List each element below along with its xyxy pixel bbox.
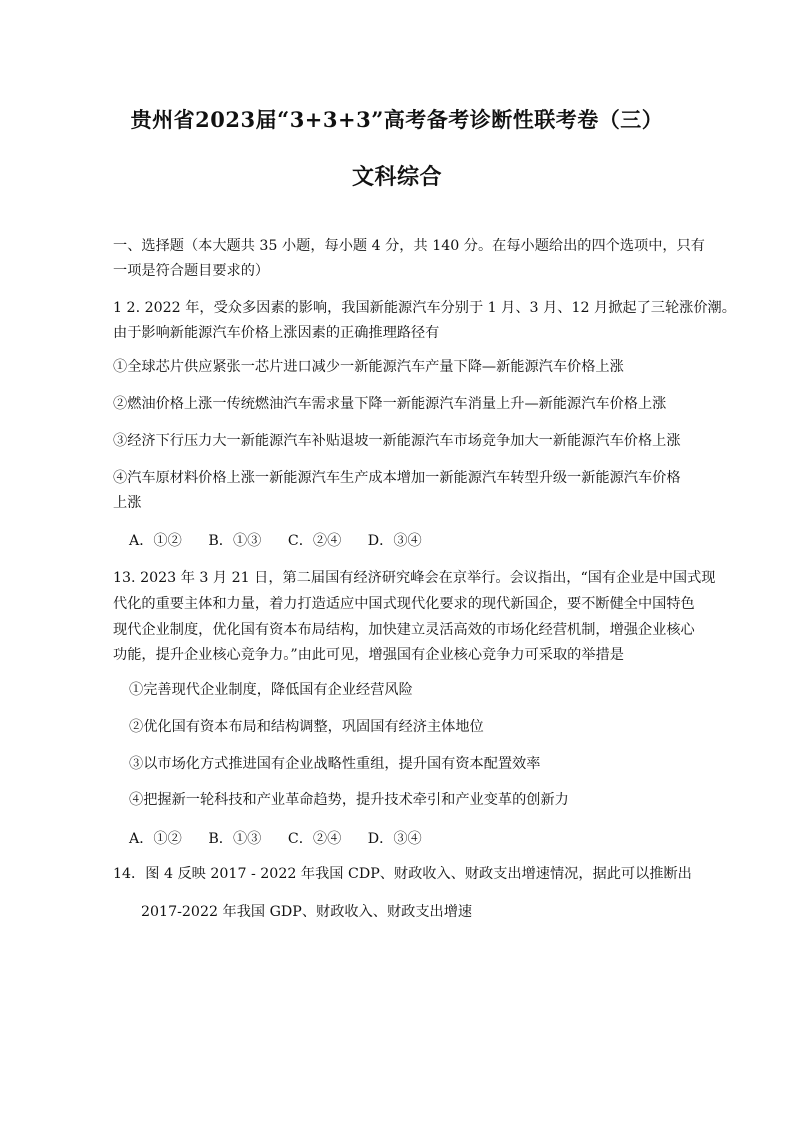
q14-stem-line1: 14．图 4 反映 2017 - 2022 年我国 CDP、财政收入、财政支出增速情况，据此可以推断出 — [113, 866, 692, 882]
section-instruction-line1: 一、选择题（本大题共 35 小题，每小题 4 分，共 140 分。在每小题给出的四个选项中，只有 — [113, 238, 705, 254]
q12-statement-3: ③经济下行压力大一新能源汽车补贴退坡一新能源汽车市场竞争加大一新能源汽车价格上涨 — [113, 433, 681, 449]
q13-stem-line4: 功能，提升企业核心竞争力。”由此可见，增强国有企业核心竞争力可采取的举措是 — [113, 647, 624, 663]
q13-statement-3: ③以市场化方式推进国有企业战略性重组，提升国有资本配置效率 — [129, 756, 541, 772]
q12-stem-line1: 1 2. 2022 年，受众多因素的影响，我国新能源汽车分别于 1 月、3 月、12 月掀起了三轮涨价潮。 — [113, 300, 736, 316]
q14-figure-caption: 2017-2022 年我国 GDP、财政收入、财政支出增速 — [141, 904, 473, 920]
q13-option-c: C．②④ — [287, 831, 342, 847]
q13-stem-line1: 13. 2023 年 3 月 21 日，第二届国有经济研究峰会在京举行。会议指出，“国有企业是中国式现 — [113, 570, 716, 586]
q13-stem-line3: 现代企业制度，优化国有资本布局结构，加快建立灵活高效的市场化经营机制，增强企业核心 — [113, 622, 695, 638]
q12-option-b: B．①③ — [208, 533, 262, 549]
q13-options — [129, 828, 444, 848]
q12-option-c: C．②④ — [287, 533, 342, 549]
q12-option-a: A．①② — [129, 533, 182, 549]
q12-options — [129, 530, 444, 550]
q13-option-b: B．①③ — [208, 831, 262, 847]
q13-option-a: A．①② — [129, 831, 182, 847]
q13-option-d: D．③④ — [367, 831, 422, 847]
q12-statement-1: ①全球芯片供应紧张一芯片进口减少一新能源汽车产量下降—新能源汽车价格上涨 — [113, 359, 624, 375]
section-instruction-line2: 一项是符合题目要求的） — [113, 263, 270, 279]
q12-option-d: D．③④ — [367, 533, 422, 549]
q13-statement-1: ①完善现代企业制度，降低国有企业经营风险 — [129, 682, 413, 698]
exam-title: 贵州省2023届“3+3+3”高考备考诊断性联考卷（三） — [130, 107, 664, 132]
q13-stem-line2: 代化的重要主体和力量，着力打造适应中国式现代化要求的现代新国企，要不断健全中国特色 — [113, 596, 695, 612]
q13-statement-4: ④把握新一轮科技和产业革命趋势，提升技术牵引和产业变革的创新力 — [129, 792, 569, 808]
q12-statement-4a: ④汽车原材料价格上涨一新能源汽车生产成本增加一新能源汽车转型升级一新能源汽车价格 — [113, 470, 681, 486]
q12-statement-4b: 上涨 — [113, 495, 142, 511]
q12-statement-2: ②燃油价格上涨一传统燃油汽车需求量下降一新能源汽车消量上升—新能源汽车价格上涨 — [113, 396, 667, 412]
q12-stem-line2: 由于影响新能源汽车价格上涨因素的正确推理路径有 — [113, 325, 440, 341]
q13-statement-2: ②优化国有资本布局和结构调整，巩固国有经济主体地位 — [129, 719, 484, 735]
exam-subtitle: 文科综合 — [351, 164, 442, 190]
